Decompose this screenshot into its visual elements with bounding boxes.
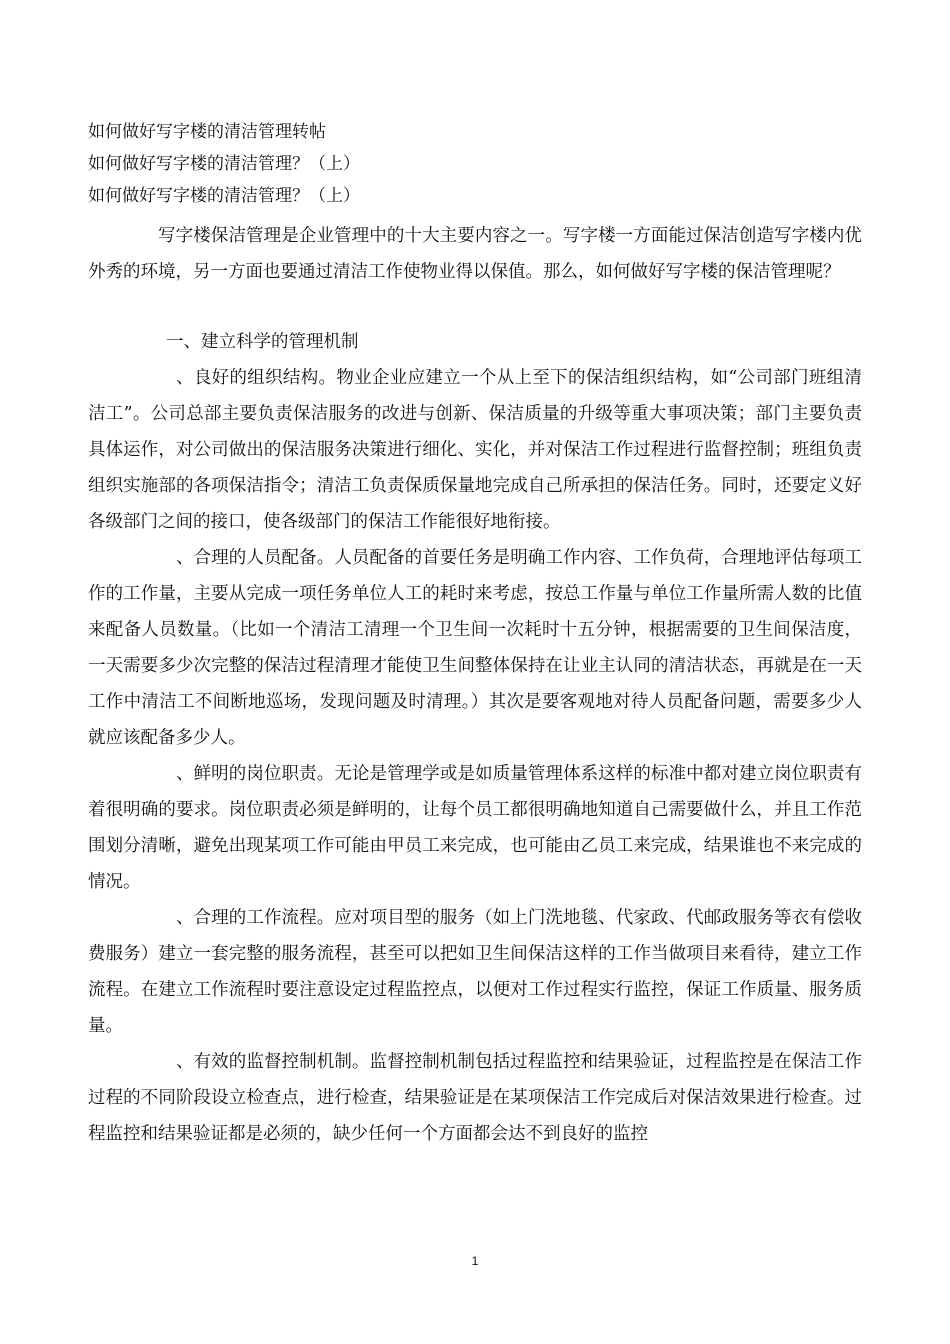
- section-heading: 一、建立科学的管理机制: [166, 332, 359, 352]
- document-page: [88, 116, 862, 1152]
- section-spacer: [88, 290, 862, 324]
- page-number: 1: [471, 1254, 479, 1268]
- paragraph-responsibilities: 、鲜明的岗位职责。无论是管理学或是如质量管理体系这样的标准中都对建立岗位职责有着很明确的要求。岗位职责必须是鲜明的，让每个员工都很明确地知道自己需要做什么，并且工作范围划分清晰，避免出现某项工作可能由甲员工来完成，也可能由乙员工来完成，结果谁也不来完成的情况。: [88, 764, 862, 892]
- intro-paragraph: 写字楼保洁管理是企业管理中的十大主要内容之一。写字楼一方面能过保洁创造写字楼内优外秀的环境，另一方面也要通过清洁工作使物业得以保值。那么，如何做好写字楼的保洁管理呢？: [88, 226, 862, 282]
- paragraph-workflow: 、合理的工作流程。应对项目型的服务（如上门洗地毯、代家政、代邮政服务等衣有偿收费服务）建立一套完整的服务流程，甚至可以把如卫生间保洁这样的工作当做项目来看待，建立工作流程。在建立工作流程时要注意设定过程监控点，以便对工作过程实行监控，保证工作质量、服务质量。: [88, 908, 862, 1036]
- document-title-line-2: 如何做好写字楼的清洁管理？（上）: [88, 154, 360, 174]
- document-title-line-3: 如何做好写字楼的清洁管理？（上）: [88, 186, 360, 206]
- paragraph-staffing: 、合理的人员配备。人员配备的首要任务是明确工作内容、工作负荷，合理地评估每项工作的工作量，主要从完成一项任务单位人工的耗时来考虑，按总工作量与单位工作量所需人数的比值来配备人员数量。（比如一个清洁工清理一个卫生间一次耗时十五分钟，根据需要的卫生间保洁度，一天需要多少次完整的保洁过程清理才能使卫生间整体保持在让业主认同的清洁状态，再就是在一天工作中清洁工不间断地巡场，发现问题及时清理。）其次是要客观地对待人员配备问题，需要多少人就应该配备多少人。: [88, 548, 862, 748]
- paragraph-supervision: 、有效的监督控制机制。监督控制机制包括过程监控和结果验证，过程监控是在保洁工作过程的不同阶段设立检查点，进行检查，结果验证是在某项保洁工作完成后对保洁效果进行检查。过程监控和结果验证都是必须的，缺少任何一个方面都会达不到良好的监控: [88, 1052, 862, 1144]
- paragraph-organization: 、良好的组织结构。物业企业应建立一个从上至下的保洁组织结构，如“公司部门班组清洁工”。公司总部主要负责保洁服务的改进与创新、保洁质量的升级等重大事项决策；部门主要负责具体运作，对公司做出的保洁服务决策进行细化、实化，并对保洁工作过程进行监督控制；班组负责组织实施部的各项保洁指令；清洁工负责保质保量地完成自己所承担的保洁任务。同时，还要定义好各级部门之间的接口，使各级部门的保洁工作能很好地衔接。: [88, 368, 862, 532]
- document-title-line-1: 如何做好写字楼的清洁管理转帖: [88, 122, 326, 142]
